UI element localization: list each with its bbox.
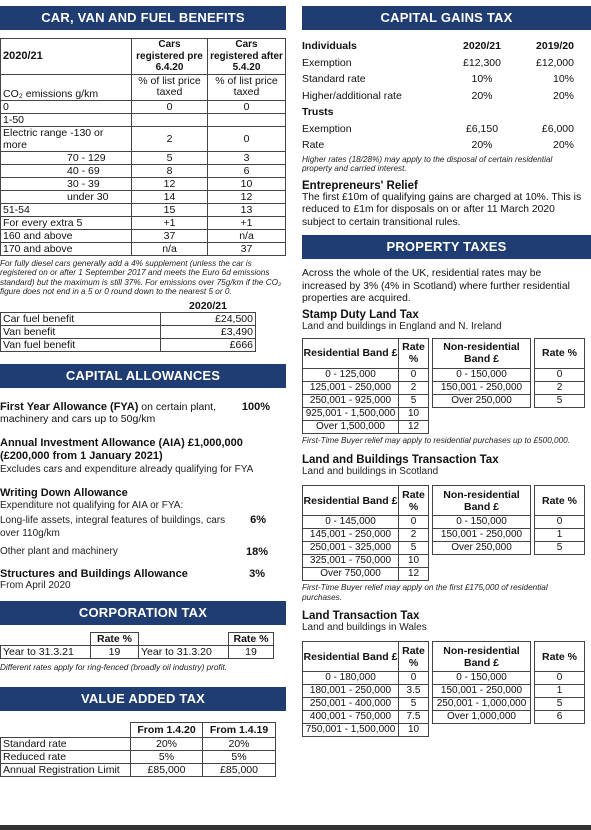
- property-header-row: [303, 486, 585, 516]
- wda-percent-2: 18%: [245, 545, 268, 558]
- residential-band: 250,001 - 325,000: [303, 542, 399, 555]
- property-row: [303, 698, 585, 711]
- residential-rate: 5: [399, 542, 429, 555]
- nonresidential-rate: [535, 407, 585, 420]
- nonresidential-band: 150,001 - 250,000: [433, 381, 531, 394]
- corp-rate-head-2: Rate %: [229, 632, 274, 645]
- benefits-year: 2020/21: [161, 300, 256, 313]
- nonresidential-rate: 5: [535, 394, 585, 407]
- corporation-tax-banner: [0, 601, 286, 625]
- nonresidential-rate: 5: [535, 698, 585, 711]
- vat-banner: [0, 687, 286, 711]
- car-row: [1, 100, 286, 113]
- car-row-label: 70 - 129: [1, 151, 132, 164]
- property-row: [303, 381, 585, 394]
- car-row-label: 30 - 39: [1, 177, 132, 190]
- car-row: [1, 190, 286, 203]
- car-note: For fully diesel cars generally add a 4% supplement (unless the car is registered on or after 1 September 2017 and meets the Euro 6d emissions standard) but the maximum is still 37%. For emissions over 75g/km if the CO₂ figure does not end in a 5 or 0 round down to the nearest 5 or 0.: [0, 258, 282, 296]
- residential-band-head: Residential Band £: [303, 486, 399, 516]
- lbtt-title: Land and Buildings Transaction Tax: [302, 454, 499, 466]
- nonresidential-rate: 2: [535, 381, 585, 394]
- fya-percent: 100%: [241, 400, 270, 413]
- corporation-tax-table: [0, 632, 274, 659]
- car-row-label: under 30: [1, 190, 132, 203]
- lbtt-subtitle: Land and buildings in Scotland: [302, 466, 439, 477]
- nonresidential-band: 0 - 150,000: [433, 516, 531, 529]
- benefit-row: [1, 325, 256, 338]
- wda-subtitle: Expenditure not qualifying for AIA or FYA:: [0, 499, 184, 511]
- property-row: [303, 420, 585, 433]
- vat-row: [1, 751, 276, 764]
- nonresidential-rate-head: Rate %: [535, 486, 585, 516]
- car-row: [1, 242, 286, 255]
- residential-rate: 0: [399, 516, 429, 529]
- sdlt-subtitle: Land and buildings in England and N. Ireland: [302, 320, 502, 332]
- fya-title: First Year Allowance (FYA): [0, 400, 139, 413]
- nonresidential-band: Over 1,000,000: [433, 711, 531, 724]
- car-row-pre: 2: [132, 126, 208, 151]
- corp-period-2: Year to 31.3.20: [139, 645, 229, 658]
- property-row: [303, 568, 585, 581]
- cgt-row-label: Exemption: [302, 122, 352, 135]
- car-col1-head: Cars registered pre 6.4.20: [132, 39, 208, 75]
- nonresidential-rate: 0: [535, 672, 585, 685]
- vat-table: [0, 722, 276, 777]
- property-row: [303, 516, 585, 529]
- nonresidential-band: 150,001 - 250,000: [433, 529, 531, 542]
- residential-rate-head: Rate %: [399, 486, 429, 516]
- bottom-bar: [0, 825, 591, 830]
- residential-band: 0 - 125,000: [303, 368, 399, 381]
- residential-rate: 10: [399, 407, 429, 420]
- car-row-post: 0: [208, 126, 286, 151]
- car-row-post: 0: [208, 100, 286, 113]
- car-row: [1, 203, 286, 216]
- residential-band: 250,001 - 400,000: [303, 698, 399, 711]
- nonresidential-rate: 1: [535, 685, 585, 698]
- residential-band: 250,001 - 925,000: [303, 394, 399, 407]
- property-taxes-title: PROPERTY TAXES: [386, 239, 507, 254]
- car-row-post: 12: [208, 190, 286, 203]
- vat-row-value-2: 20%: [203, 738, 276, 751]
- property-row: [303, 711, 585, 724]
- nonresidential-band: [433, 724, 531, 737]
- residential-band: 180,001 - 250,000: [303, 685, 399, 698]
- vat-row-label: Annual Registration Limit: [1, 764, 131, 777]
- nonresidential-band-head: Non-residential Band £: [433, 486, 531, 516]
- vat-row-label: Reduced rate: [1, 751, 131, 764]
- vat-row: [1, 738, 276, 751]
- residential-rate: 10: [399, 724, 429, 737]
- residential-band: 325,001 - 750,000: [303, 555, 399, 568]
- residential-rate: 7.5: [399, 711, 429, 724]
- nonresidential-rate-head: Rate %: [535, 338, 585, 368]
- nonresidential-rate: 0: [535, 516, 585, 529]
- cgt-row-value-2: 10%: [552, 73, 574, 86]
- er-title: Entrepreneurs' Relief: [302, 179, 418, 192]
- car-row: [1, 126, 286, 151]
- residential-rate: 2: [399, 381, 429, 394]
- residential-band: 0 - 180,000: [303, 672, 399, 685]
- residential-rate: 5: [399, 394, 429, 407]
- sdlt-table: [302, 338, 585, 434]
- sba-percent: 3%: [249, 567, 265, 580]
- cgt-row-label: Higher/additional rate: [302, 89, 402, 102]
- corp-rate-head-1: Rate %: [91, 632, 139, 645]
- cgt-title: CAPITAL GAINS TAX: [380, 10, 513, 25]
- property-intro: Across the whole of the UK, residential rates may be increased by 3% (4% in Scotland) where further residential properties are acquired.: [302, 268, 570, 304]
- benefit-row: [1, 312, 256, 325]
- nonresidential-band: 150,001 - 250,000: [433, 685, 531, 698]
- left-column: [0, 0, 286, 777]
- right-column: [302, 0, 591, 737]
- nonresidential-rate: 1: [535, 529, 585, 542]
- aia-block: [0, 437, 286, 476]
- residential-band: 925,001 - 1,500,000: [303, 407, 399, 420]
- nonresidential-rate: [535, 420, 585, 433]
- residential-band: 145,001 - 250,000: [303, 529, 399, 542]
- car-row-label: For every extra 5: [1, 216, 132, 229]
- cgt-individuals-label: Individuals: [302, 40, 357, 53]
- benefit-row: [1, 338, 256, 351]
- car-col2-sub: % of list price taxed: [208, 74, 286, 100]
- residential-band: 750,001 - 1,500,000: [303, 724, 399, 737]
- nonresidential-rate: [535, 568, 585, 581]
- nonresidential-band: Over 250,000: [433, 542, 531, 555]
- car-year: 2020/21: [1, 39, 132, 75]
- property-row: [303, 394, 585, 407]
- wda-item-1: Long-life assets, integral features of buildings, cars over 110g/km: [0, 514, 226, 539]
- cgt-table: [302, 38, 574, 154]
- car-row-label: 170 and above: [1, 242, 132, 255]
- car-row-post: 37: [208, 242, 286, 255]
- residential-rate: 12: [399, 420, 429, 433]
- corp-period-1: Year to 31.3.21: [1, 645, 91, 658]
- cgt-row-value-1: £12,300: [463, 56, 501, 69]
- car-col1-sub: % of list price taxed: [132, 74, 208, 100]
- car-row: [1, 164, 286, 177]
- cgt-trusts-label: Trusts: [302, 106, 334, 119]
- sba-title: Structures and Buildings Allowance: [0, 567, 188, 580]
- cgt-row-label: Standard rate: [302, 73, 366, 86]
- vat-row-value-1: 20%: [131, 738, 203, 751]
- benefits-table: [0, 300, 256, 352]
- sdlt-note: First-Time Buyer relief may apply to residential purchases up to £500,000.: [302, 435, 570, 445]
- property-header-row: [303, 642, 585, 672]
- car-row: [1, 151, 286, 164]
- cgt-row-label: Rate: [302, 139, 325, 152]
- nonresidential-band: 250,001 - 1,000,000: [433, 698, 531, 711]
- nonresidential-rate: [535, 555, 585, 568]
- nonresidential-band: Over 250,000: [433, 394, 531, 407]
- vat-row-value-2: 5%: [203, 751, 276, 764]
- car-row: [1, 229, 286, 242]
- residential-rate: 10: [399, 555, 429, 568]
- residential-band: 125,001 - 250,000: [303, 381, 399, 394]
- car-row-pre: 14: [132, 190, 208, 203]
- property-row: [303, 724, 585, 737]
- car-row-pre: 8: [132, 164, 208, 177]
- sdlt-title: Stamp Duty Land Tax: [302, 308, 419, 321]
- nonresidential-band: [433, 407, 531, 420]
- benefits-blank: [1, 300, 161, 313]
- property-header-row: [303, 338, 585, 368]
- ltt-title: Land Transaction Tax: [302, 610, 420, 622]
- cgt-row: [302, 88, 574, 105]
- car-row-label: 1-50: [1, 113, 132, 126]
- car-row-label: Electric range -130 or more: [1, 126, 132, 151]
- cgt-year-2: 2019/20: [536, 40, 574, 53]
- sba-block: [0, 568, 286, 591]
- aia-subtitle: Excludes cars and expenditure already qualifying for FYA: [0, 463, 254, 475]
- cgt-row-value-2: 20%: [552, 89, 574, 102]
- vat-row-label: Standard rate: [1, 738, 131, 751]
- property-row: [303, 407, 585, 420]
- residential-band: 400,001 - 750,000: [303, 711, 399, 724]
- cgt-row: [302, 121, 574, 138]
- car-benefits-banner: [0, 6, 286, 30]
- car-row-pre: 5: [132, 151, 208, 164]
- nonresidential-band: [433, 568, 531, 581]
- car-benefits-table: [0, 38, 286, 256]
- nonresidential-band: [433, 555, 531, 568]
- car-row-label: 51-54: [1, 203, 132, 216]
- property-row: [303, 555, 585, 568]
- nonresidential-rate: 6: [535, 711, 585, 724]
- property-row: [303, 672, 585, 685]
- cgt-year-1: 2020/21: [463, 40, 501, 53]
- vat-row-value-2: £85,000: [203, 764, 276, 777]
- ltt-table: [302, 641, 585, 737]
- residential-band: Over 1,500,000: [303, 420, 399, 433]
- corp-rate-1: 19: [91, 645, 139, 658]
- car-row-pre: [132, 113, 208, 126]
- wda-percent-1: 6%: [250, 513, 266, 526]
- wda-item-2: Other plant and machinery: [0, 545, 118, 557]
- car-row-post: +1: [208, 216, 286, 229]
- cgt-row-value-2: £12,000: [536, 56, 574, 69]
- car-row-pre: 37: [132, 229, 208, 242]
- wda-block: [0, 487, 286, 558]
- property-row: [303, 685, 585, 698]
- car-row-label: 160 and above: [1, 229, 132, 242]
- car-row-post: [208, 113, 286, 126]
- property-row: [303, 529, 585, 542]
- cgt-banner: [302, 6, 591, 30]
- nonresidential-band: [433, 420, 531, 433]
- cgt-note: Higher rates (18/28%) may apply to the disposal of certain residential property and carried interest.: [302, 154, 553, 173]
- ltt-subtitle: Land and buildings in Wales: [302, 622, 427, 633]
- residential-rate-head: Rate %: [399, 642, 429, 672]
- benefit-label: Van fuel benefit: [1, 338, 161, 351]
- benefit-label: Car fuel benefit: [1, 312, 161, 325]
- car-row-pre: +1: [132, 216, 208, 229]
- cgt-row-value-2: £6,000: [541, 122, 574, 135]
- car-row: [1, 216, 286, 229]
- benefit-label: Van benefit: [1, 325, 161, 338]
- residential-rate: 0: [399, 368, 429, 381]
- car-col2-head: Cars registered after 5.4.20: [208, 39, 286, 75]
- cgt-row-label: Exemption: [302, 56, 352, 69]
- corporation-tax-title: CORPORATION TAX: [78, 604, 208, 620]
- benefit-value: £24,500: [161, 312, 256, 325]
- cgt-row: [302, 137, 574, 154]
- fya-block: [0, 401, 286, 426]
- sba-subtitle: From April 2020: [0, 579, 71, 591]
- corp-note: Different rates apply for ring-fenced (broadly oil industry) profit.: [0, 662, 228, 672]
- residential-rate: 2: [399, 529, 429, 542]
- property-row: [303, 368, 585, 381]
- residential-band: Over 750,000: [303, 568, 399, 581]
- vat-row-value-1: £85,000: [131, 764, 203, 777]
- nonresidential-rate-head: Rate %: [535, 642, 585, 672]
- vat-row: [1, 764, 276, 777]
- residential-band: 0 - 145,000: [303, 516, 399, 529]
- cgt-row-value-1: 10%: [471, 73, 493, 86]
- benefit-value: £3,490: [161, 325, 256, 338]
- car-row: [1, 113, 286, 126]
- lbtt-note: First-Time Buyer relief may apply on the first £175,000 of residential purchases.: [302, 583, 548, 602]
- wda-title: Writing Down Allowance: [0, 486, 128, 499]
- property-taxes-banner: [302, 235, 591, 259]
- residential-rate: 12: [399, 568, 429, 581]
- car-row-pre: 0: [132, 100, 208, 113]
- car-row-pre: n/a: [132, 242, 208, 255]
- nonresidential-rate: 5: [535, 542, 585, 555]
- fya-text: on certain plant, machinery and cars up to 50g/km: [0, 400, 217, 425]
- car-row-pre: 12: [132, 177, 208, 190]
- car-row: [1, 177, 286, 190]
- vat-col2-head: From 1.4.19: [203, 723, 276, 738]
- nonresidential-band: 0 - 150,000: [433, 368, 531, 381]
- aia-title: Annual Investment Allowance (AIA) £1,000,000 (£200,000 from 1 January 2021): [0, 436, 243, 462]
- property-row: [303, 542, 585, 555]
- car-co2-label: CO₂ emissions g/km: [1, 74, 132, 100]
- corp-rate-2: 19: [229, 645, 274, 658]
- residential-band-head: Residential Band £: [303, 642, 399, 672]
- car-row-post: 10: [208, 177, 286, 190]
- car-row-post: 13: [208, 203, 286, 216]
- car-row-pre: 15: [132, 203, 208, 216]
- residential-rate: 5: [399, 698, 429, 711]
- cgt-row-value-1: £6,150: [465, 122, 499, 135]
- car-row-post: 3: [208, 151, 286, 164]
- capital-allowances-banner: [0, 364, 286, 388]
- car-row-post: n/a: [208, 229, 286, 242]
- car-row-label: 0: [1, 100, 132, 113]
- residential-rate: 3.5: [399, 685, 429, 698]
- nonresidential-rate: [535, 724, 585, 737]
- nonresidential-band-head: Non-residential Band £: [433, 642, 531, 672]
- residential-rate-head: Rate %: [399, 338, 429, 368]
- residential-rate: 0: [399, 672, 429, 685]
- cgt-row-value-2: 20%: [552, 139, 574, 152]
- vat-row-value-1: 5%: [131, 751, 203, 764]
- capital-allowances-title: CAPITAL ALLOWANCES: [65, 367, 221, 383]
- car-benefits-title: CAR, VAN AND FUEL BENEFITS: [41, 10, 245, 25]
- residential-band-head: Residential Band £: [303, 338, 399, 368]
- vat-col1-head: From 1.4.20: [131, 723, 203, 738]
- cgt-row: [302, 55, 574, 72]
- vat-title: VALUE ADDED TAX: [80, 691, 206, 706]
- cgt-row-value-1: 20%: [471, 139, 493, 152]
- lbtt-table: [302, 485, 585, 581]
- nonresidential-rate: 0: [535, 368, 585, 381]
- cgt-row-value-1: 20%: [471, 89, 493, 102]
- cgt-row: [302, 71, 574, 88]
- car-row-label: 40 - 69: [1, 164, 132, 177]
- car-row-post: 6: [208, 164, 286, 177]
- benefit-value: £666: [161, 338, 256, 351]
- er-text: The first £10m of qualifying gains are charged at 10%. This is reduced to £1m for disposals on or after 11 March 2020 subject to certain transitional rules.: [302, 191, 582, 228]
- nonresidential-band: 0 - 150,000: [433, 672, 531, 685]
- nonresidential-band-head: Non-residential Band £: [433, 338, 531, 368]
